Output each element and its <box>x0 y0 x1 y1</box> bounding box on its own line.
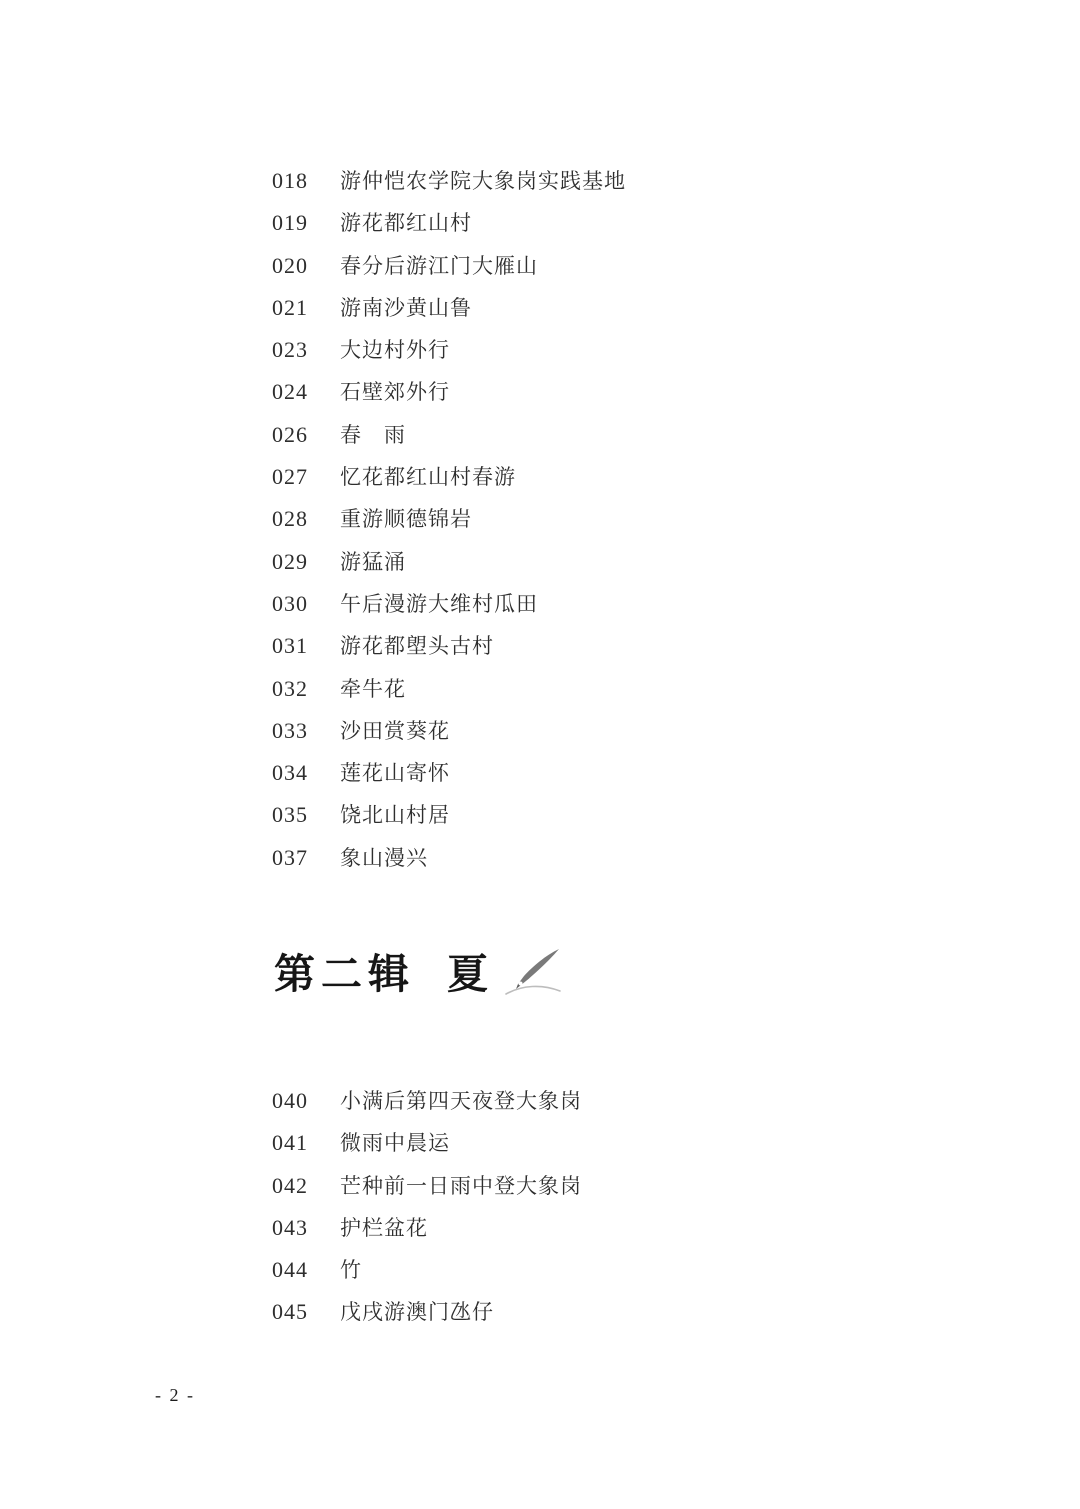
toc-entry-page-number: 028 <box>272 506 308 532</box>
toc-entry-page-number: 037 <box>272 844 308 870</box>
toc-entry-title: 重游顺德锦岩 <box>340 507 472 532</box>
toc-entry-title: 饶北山村居 <box>340 803 450 828</box>
toc-section-1-entries <box>272 160 626 879</box>
toc-entry-page-number: 035 <box>272 802 308 828</box>
toc-entry-title: 莲花山寄怀 <box>340 761 450 786</box>
toc-entry <box>272 794 626 836</box>
toc-entry-page-number: 030 <box>272 590 308 616</box>
toc-entry-page-number: 023 <box>272 337 308 363</box>
toc-entry <box>272 1291 582 1333</box>
toc-entry-title: 忆花都红山村春游 <box>340 465 516 490</box>
toc-entry-title: 护栏盆花 <box>340 1215 428 1240</box>
toc-entry-page-number: 032 <box>272 675 308 701</box>
toc-entry-page-number: 029 <box>272 548 308 574</box>
toc-entry-title: 午后漫游大维村瓜田 <box>340 591 538 616</box>
toc-entry-page-number: 042 <box>272 1172 308 1198</box>
toc-entry-page-number: 034 <box>272 760 308 786</box>
toc-entry <box>272 583 626 625</box>
toc-entry-title: 小满后第四天夜登大象岗 <box>340 1089 582 1113</box>
toc-section-2-entries <box>272 1080 582 1334</box>
toc-entry <box>272 414 626 456</box>
toc-entry-title: 游猛涌 <box>340 549 406 574</box>
toc-entry-page-number: 021 <box>272 294 308 320</box>
toc-entry <box>272 837 626 879</box>
toc-entry-title: 戊戌游澳门氹仔 <box>340 1300 494 1325</box>
toc-entry-title: 春分后游江门大雁山 <box>340 253 538 278</box>
toc-entry-title: 游仲恺农学院大象岗实践基地 <box>340 169 626 193</box>
toc-entry <box>272 371 626 413</box>
toc-entry <box>272 202 626 244</box>
toc-entry <box>272 245 626 287</box>
page-number-footer: - 2 - <box>155 1385 195 1405</box>
toc-entry-title: 游花都塱头古村 <box>340 634 494 659</box>
toc-entry <box>272 710 626 752</box>
toc-entry-title: 大边村外行 <box>340 338 450 363</box>
toc-entry-title: 游南沙黄山鲁 <box>340 295 472 320</box>
toc-entry-page-number: 027 <box>272 464 308 490</box>
toc-entry <box>272 329 626 371</box>
toc-entry <box>272 1165 582 1207</box>
section-header-label: 第二辑 <box>274 950 415 997</box>
toc-entry <box>272 668 626 710</box>
toc-entry-page-number: 024 <box>272 379 308 405</box>
toc-entry-title: 游花都红山村 <box>340 211 472 236</box>
toc-entry-page-number: 041 <box>272 1130 308 1156</box>
toc-entry-title: 竹 <box>340 1258 362 1283</box>
toc-entry <box>272 498 626 540</box>
toc-entry-title: 芒种前一日雨中登大象岗 <box>340 1173 582 1198</box>
toc-entry-title: 牵牛花 <box>340 676 406 701</box>
toc-entry-title: 微雨中晨运 <box>340 1131 450 1156</box>
toc-entry-page-number: 020 <box>272 252 308 278</box>
toc-entry-page-number: 031 <box>272 633 308 659</box>
section-header-season: 夏 <box>447 950 488 997</box>
toc-entry-page-number: 026 <box>272 421 308 447</box>
toc-entry <box>272 456 626 498</box>
toc-entry <box>272 1207 582 1249</box>
toc-entry-page-number: 044 <box>272 1257 308 1283</box>
toc-entry <box>272 287 626 329</box>
pen-icon <box>502 946 564 1005</box>
toc-entry <box>272 1249 582 1291</box>
toc-entry-title: 春 雨 <box>340 422 406 447</box>
toc-entry <box>272 541 626 583</box>
toc-entry-title: 沙田赏葵花 <box>340 718 450 743</box>
toc-entry <box>272 625 626 667</box>
section-header <box>274 946 564 997</box>
toc-entry-title: 石壁郊外行 <box>340 380 450 405</box>
toc-entry-page-number: 018 <box>272 168 308 193</box>
toc-entry-title: 象山漫兴 <box>340 845 428 870</box>
toc-entry-page-number: 033 <box>272 717 308 743</box>
toc-entry-page-number: 019 <box>272 210 308 236</box>
toc-entry-page-number: 040 <box>272 1088 308 1113</box>
toc-entry <box>272 1080 582 1122</box>
toc-entry-page-number: 045 <box>272 1299 308 1325</box>
toc-entry-page-number: 043 <box>272 1214 308 1240</box>
toc-entry <box>272 752 626 794</box>
toc-entry <box>272 160 626 202</box>
toc-entry <box>272 1122 582 1164</box>
